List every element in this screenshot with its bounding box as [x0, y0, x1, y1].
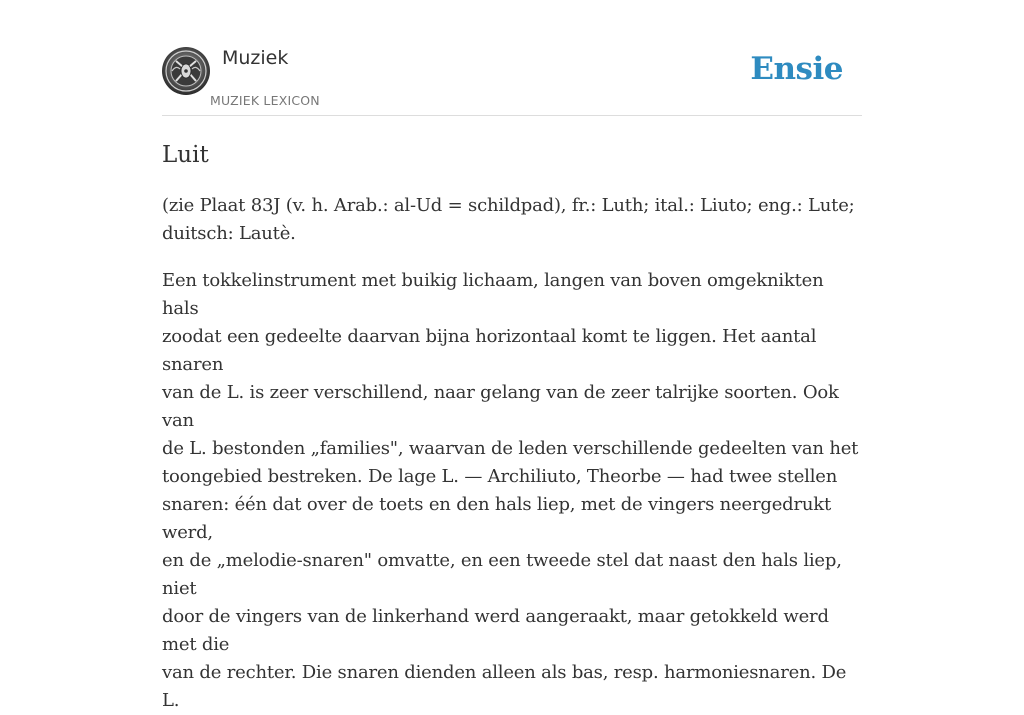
source-avatar[interactable]	[162, 47, 210, 95]
brand-logo[interactable]: Ensie	[750, 51, 843, 87]
article-paragraph: Een tokkelinstrument met buikig lichaam, langen van boven omgeknikten hals zoodat een gedeelte daarvan bijna horizontaal komt te liggen. Het aantal snaren van de L. is zeer verschillend, naar gelang van de zeer talrijke soorten. Ook van de L. bestonden „families", waarvan de leden verschillende gedeelten van het toongebied bestreken. De lage L. — Archiliuto, Theorbe — had twee stellen snaren: één dat over de toets en den hals liep, met de vingers neergedrukt werd, en de „melodie-snaren" omvatte, en een tweede stel dat naast den hals liep, niet door de vingers van de linkerhand werd aangeraakt, maar getokkeld werd met die van de rechter. Die snaren dienden alleen als bas, resp. harmoniesnaren. De L.	[162, 270, 859, 711]
source-name[interactable]: Muziek	[222, 47, 289, 69]
source-subtitle[interactable]: MUZIEK LEXICON	[210, 93, 320, 108]
page	[162, 0, 862, 711]
article-title: Luit	[162, 142, 209, 168]
music-emblem-icon	[162, 47, 210, 95]
article-paragraph: (zie Plaat 83J (v. h. Arab.: al-Ud = schildpad), fr.: Luth; ital.: Liuto; eng.: Lute; duitsch: Lautè.	[162, 195, 855, 244]
source-header	[162, 0, 862, 116]
